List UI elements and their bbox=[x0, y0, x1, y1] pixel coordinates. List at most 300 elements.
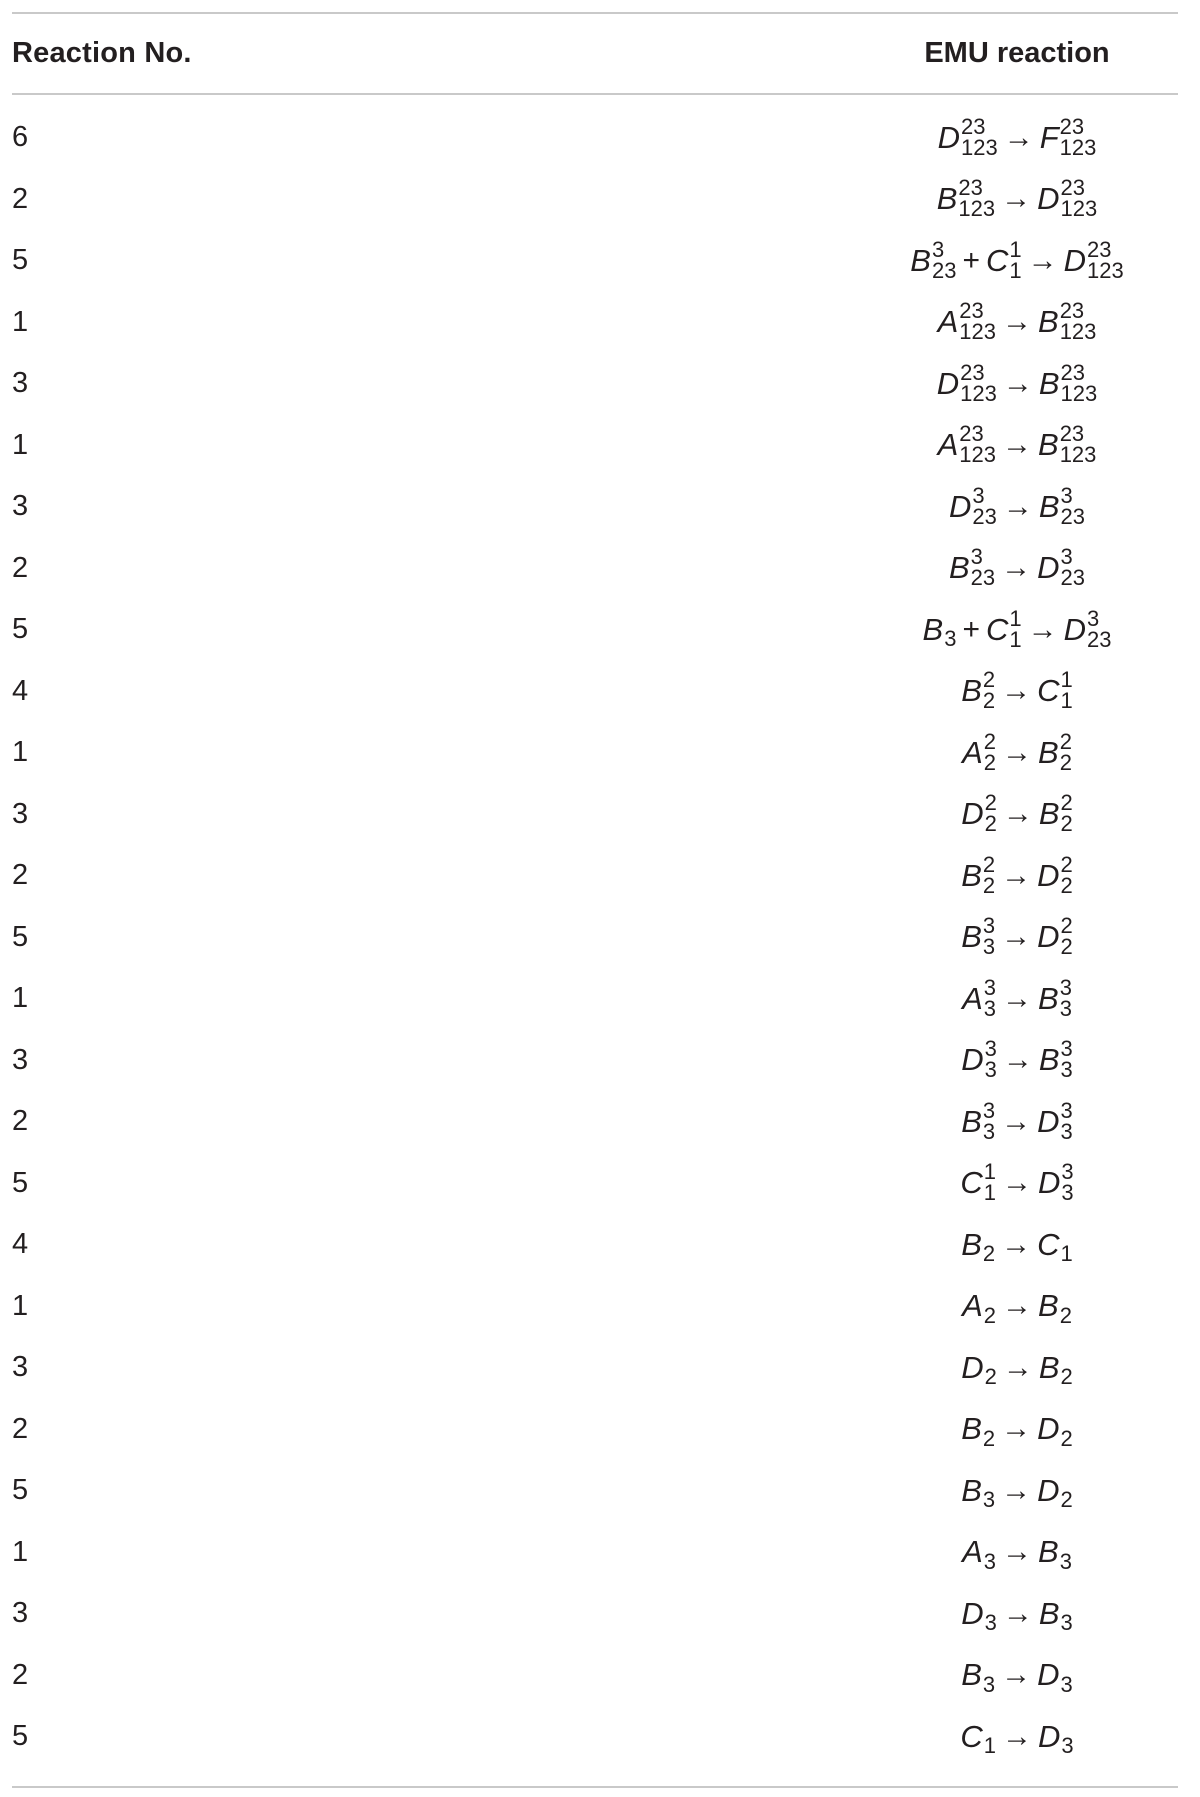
emu-subscript: 3 bbox=[1060, 1118, 1073, 1144]
emu-subscript: 3 bbox=[984, 1610, 997, 1636]
emu-scripts bbox=[959, 298, 996, 345]
emu-subscript: 2 bbox=[982, 1425, 996, 1451]
emu-metabolite: B bbox=[922, 611, 944, 647]
emu-reaction-formula bbox=[878, 1409, 1178, 1450]
emu-term bbox=[961, 1655, 995, 1696]
emu-scripts bbox=[1060, 913, 1073, 960]
emu-metabolite: B bbox=[961, 1411, 982, 1447]
emu-subscript: 2 bbox=[1060, 1487, 1073, 1513]
emu-superscript: 23 bbox=[959, 421, 984, 447]
emu-scripts bbox=[960, 359, 997, 406]
reaction-number: 2 bbox=[12, 1412, 29, 1445]
emu-subscript: 23 bbox=[970, 565, 996, 591]
reaction-number: 3 bbox=[12, 367, 29, 400]
emu-superscript: 23 bbox=[960, 359, 985, 385]
arrow-operator: → bbox=[1003, 120, 1034, 154]
emu-term bbox=[961, 1224, 995, 1265]
arrow-operator: → bbox=[1001, 1658, 1032, 1692]
table-row bbox=[12, 1399, 1178, 1461]
table-row bbox=[12, 1153, 1178, 1215]
table-row bbox=[12, 1030, 1178, 1092]
emu-subscript: 1 bbox=[983, 1180, 996, 1206]
emu-metabolite: A bbox=[962, 734, 983, 770]
emu-superscript: 2 bbox=[984, 790, 997, 816]
arrow-operator: → bbox=[1002, 735, 1032, 769]
emu-subscript: 123 bbox=[959, 442, 996, 468]
reaction-number: 2 bbox=[12, 1658, 29, 1691]
emu-superscript: 23 bbox=[1059, 298, 1085, 324]
arrow-operator: → bbox=[1001, 551, 1032, 585]
table-row bbox=[12, 784, 1178, 846]
emu-subscript: 3 bbox=[1059, 1548, 1072, 1574]
emu-subscript: 123 bbox=[1059, 134, 1097, 160]
emu-superscript: 2 bbox=[1060, 913, 1073, 939]
arrow-operator: → bbox=[1002, 1535, 1032, 1569]
emu-scripts bbox=[1060, 359, 1098, 406]
emu-subscript: 123 bbox=[1060, 380, 1098, 406]
emu-metabolite: B bbox=[1038, 427, 1059, 463]
arrow-operator: → bbox=[1001, 1412, 1032, 1446]
emu-superscript: 1 bbox=[1009, 236, 1022, 262]
emu-subscript: 123 bbox=[1060, 196, 1098, 222]
emu-term bbox=[948, 544, 996, 591]
emu-subscript: 123 bbox=[1059, 442, 1097, 468]
emu-scripts bbox=[931, 236, 957, 283]
emu-subscript: 3 bbox=[1061, 1180, 1074, 1206]
emu-subscript: 2 bbox=[982, 688, 996, 714]
emu-metabolite: D bbox=[961, 1349, 984, 1385]
emu-subscript: 3 bbox=[983, 1548, 996, 1574]
emu-superscript: 3 bbox=[1061, 1159, 1074, 1185]
emu-scripts bbox=[984, 1286, 996, 1327]
emu-superscript: 3 bbox=[1060, 482, 1073, 508]
reaction-number: 5 bbox=[12, 920, 29, 953]
emu-scripts bbox=[970, 544, 996, 591]
emu-scripts bbox=[1059, 113, 1097, 160]
emu-subscript: 23 bbox=[1060, 565, 1086, 591]
emu-metabolite: B bbox=[961, 1657, 982, 1693]
emu-scripts bbox=[1061, 1224, 1073, 1265]
reaction-number: 2 bbox=[12, 1105, 29, 1138]
reaction-number: 5 bbox=[12, 1474, 29, 1507]
table-row bbox=[12, 1460, 1178, 1522]
emu-subscript: 3 bbox=[1060, 1671, 1073, 1697]
emu-term bbox=[961, 1097, 996, 1144]
emu-metabolite: A bbox=[962, 1288, 983, 1324]
emu-subscript: 2 bbox=[1059, 1302, 1072, 1328]
emu-metabolite: A bbox=[962, 1534, 983, 1570]
emu-scripts bbox=[958, 175, 996, 222]
emu-scripts bbox=[1060, 790, 1073, 837]
arrow-operator: → bbox=[1002, 366, 1033, 400]
emu-term bbox=[1037, 1409, 1073, 1450]
emu-metabolite: D bbox=[961, 1042, 984, 1078]
emu-reaction-formula bbox=[878, 1224, 1178, 1265]
emu-scripts bbox=[1059, 974, 1072, 1021]
emu-subscript: 2 bbox=[982, 872, 996, 898]
reaction-number: 5 bbox=[12, 613, 29, 646]
emu-subscript: 3 bbox=[982, 1487, 996, 1513]
emu-scripts bbox=[1060, 544, 1086, 591]
table-row bbox=[12, 415, 1178, 477]
bottom-rule bbox=[12, 1786, 1178, 1788]
emu-subscript: 2 bbox=[1060, 872, 1073, 898]
emu-scripts bbox=[983, 1409, 995, 1450]
table-body bbox=[12, 95, 1178, 1786]
emu-metabolite: B bbox=[1038, 1595, 1060, 1631]
emu-scripts bbox=[984, 790, 997, 837]
emu-scripts bbox=[1060, 667, 1073, 714]
emu-superscript: 23 bbox=[1060, 359, 1086, 385]
emu-subscript: 2 bbox=[1059, 749, 1072, 775]
emu-metabolite: D bbox=[1037, 181, 1060, 217]
emu-superscript: 23 bbox=[958, 175, 983, 201]
arrow-operator: → bbox=[1002, 1289, 1032, 1323]
emu-scripts bbox=[982, 667, 996, 714]
emu-subscript: 123 bbox=[958, 196, 996, 222]
emu-scripts bbox=[982, 851, 996, 898]
arrow-operator: → bbox=[1002, 1596, 1033, 1630]
emu-metabolite: D bbox=[1037, 1657, 1060, 1693]
emu-subscript: 3 bbox=[1059, 995, 1072, 1021]
reaction-number: 4 bbox=[12, 1228, 29, 1261]
emu-scripts bbox=[985, 1593, 997, 1634]
emu-metabolite: C bbox=[985, 611, 1009, 647]
emu-metabolite: B bbox=[961, 1472, 982, 1508]
emu-scripts bbox=[944, 609, 956, 650]
emu-subscript: 23 bbox=[972, 503, 997, 529]
emu-metabolite: C bbox=[1037, 1226, 1060, 1262]
emu-superscript: 1 bbox=[983, 1159, 996, 1185]
emu-metabolite: D bbox=[1037, 1411, 1060, 1447]
emu-superscript: 3 bbox=[1060, 1036, 1073, 1062]
emu-metabolite: C bbox=[960, 1165, 983, 1201]
emu-term bbox=[1037, 1224, 1073, 1265]
reaction-number: 3 bbox=[12, 1597, 29, 1630]
table-row bbox=[12, 661, 1178, 723]
emu-subscript: 1 bbox=[1060, 1241, 1073, 1267]
header-reaction-no: Reaction No. bbox=[12, 37, 192, 69]
emu-metabolite: D bbox=[1063, 611, 1086, 647]
emu-term bbox=[1037, 1470, 1073, 1511]
reaction-number: 1 bbox=[12, 1289, 29, 1322]
emu-scripts bbox=[1060, 175, 1098, 222]
emu-subscript: 3 bbox=[984, 1057, 997, 1083]
emu-term bbox=[1039, 1593, 1073, 1634]
emu-metabolite: A bbox=[937, 427, 959, 463]
emu-metabolite: B bbox=[1038, 1288, 1059, 1324]
emu-reaction-formula bbox=[878, 1159, 1178, 1206]
emu-scripts bbox=[983, 1224, 995, 1265]
emu-reaction-formula bbox=[878, 605, 1178, 652]
emu-metabolite: B bbox=[961, 1103, 982, 1139]
emu-reaction-formula bbox=[878, 1286, 1178, 1327]
emu-term bbox=[985, 236, 1022, 283]
emu-scripts bbox=[1061, 1593, 1073, 1634]
emu-scripts bbox=[972, 482, 997, 529]
emu-term bbox=[962, 974, 996, 1021]
emu-scripts bbox=[1059, 728, 1072, 775]
emu-scripts bbox=[984, 1532, 996, 1573]
emu-term bbox=[961, 1593, 997, 1634]
emu-metabolite: B bbox=[1038, 304, 1059, 340]
emu-term bbox=[1038, 359, 1098, 406]
emu-scripts bbox=[1087, 236, 1124, 283]
reaction-number: 5 bbox=[12, 244, 29, 277]
emu-metabolite: B bbox=[910, 242, 931, 278]
emu-term bbox=[961, 790, 997, 837]
emu-superscript: 23 bbox=[959, 298, 984, 324]
emu-subscript: 3 bbox=[1060, 1610, 1073, 1636]
emu-term bbox=[1038, 1286, 1072, 1327]
reaction-number: 1 bbox=[12, 1535, 29, 1568]
emu-scripts bbox=[983, 1159, 996, 1206]
emu-superscript: 3 bbox=[1060, 544, 1073, 570]
emu-superscript: 3 bbox=[984, 1036, 997, 1062]
emu-reaction-formula bbox=[878, 1347, 1178, 1388]
reaction-number: 2 bbox=[12, 551, 29, 584]
emu-superscript: 23 bbox=[1087, 236, 1112, 262]
arrow-operator: → bbox=[1002, 428, 1032, 462]
emu-metabolite: B bbox=[961, 919, 982, 955]
emu-scripts bbox=[984, 1036, 997, 1083]
emu-superscript: 1 bbox=[1009, 605, 1022, 631]
table-header bbox=[12, 14, 1178, 93]
emu-subscript: 123 bbox=[961, 134, 998, 160]
arrow-operator: → bbox=[1001, 858, 1032, 892]
reaction-number: 3 bbox=[12, 490, 29, 523]
reaction-number: 3 bbox=[12, 1043, 29, 1076]
emu-reaction-formula bbox=[878, 482, 1178, 529]
emu-superscript: 23 bbox=[1060, 175, 1086, 201]
emu-reaction-formula bbox=[878, 1532, 1178, 1573]
emu-term bbox=[1038, 790, 1073, 837]
emu-term bbox=[1063, 605, 1112, 652]
emu-metabolite: D bbox=[1037, 1472, 1060, 1508]
emu-superscript: 23 bbox=[1059, 421, 1085, 447]
emu-subscript: 3 bbox=[982, 1671, 996, 1697]
emu-term bbox=[961, 1409, 995, 1450]
table-row bbox=[12, 722, 1178, 784]
emu-reaction-formula bbox=[878, 974, 1178, 1021]
reaction-number: 3 bbox=[12, 797, 29, 830]
emu-reaction-formula bbox=[878, 175, 1178, 222]
emu-metabolite: B bbox=[1038, 734, 1059, 770]
emu-subscript: 3 bbox=[1060, 1057, 1073, 1083]
emu-reaction-formula bbox=[878, 728, 1178, 775]
emu-scripts bbox=[1061, 1716, 1073, 1757]
reaction-number: 4 bbox=[12, 674, 29, 707]
emu-term bbox=[962, 728, 996, 775]
emu-scripts bbox=[983, 1470, 995, 1511]
emu-reaction-formula bbox=[878, 790, 1178, 837]
emu-superscript: 2 bbox=[1060, 790, 1073, 816]
emu-term bbox=[1038, 1159, 1074, 1206]
emu-metabolite: F bbox=[1039, 119, 1059, 155]
reaction-number: 1 bbox=[12, 305, 29, 338]
emu-reaction-formula bbox=[878, 851, 1178, 898]
emu-term bbox=[961, 913, 996, 960]
emu-reaction-formula bbox=[878, 913, 1178, 960]
arrow-operator: → bbox=[1001, 1227, 1032, 1261]
emu-scripts bbox=[983, 974, 996, 1021]
emu-term bbox=[937, 421, 996, 468]
table-row bbox=[12, 1522, 1178, 1584]
arrow-operator: → bbox=[1002, 1719, 1032, 1753]
reaction-number: 5 bbox=[12, 1166, 29, 1199]
emu-metabolite: D bbox=[936, 365, 960, 401]
emu-term bbox=[937, 298, 996, 345]
emu-reaction-table bbox=[12, 12, 1178, 1788]
reaction-number: 1 bbox=[12, 736, 29, 769]
emu-scripts bbox=[982, 1097, 996, 1144]
arrow-operator: → bbox=[1002, 305, 1032, 339]
emu-metabolite: D bbox=[1037, 1103, 1060, 1139]
reaction-number: 1 bbox=[12, 428, 29, 461]
table-row bbox=[12, 169, 1178, 231]
emu-term bbox=[948, 482, 997, 529]
emu-scripts bbox=[1060, 1286, 1072, 1327]
emu-term bbox=[985, 605, 1022, 652]
emu-superscript: 3 bbox=[1060, 1097, 1073, 1123]
emu-subscript: 1 bbox=[1060, 688, 1073, 714]
reaction-number: 6 bbox=[12, 121, 29, 154]
emu-subscript: 123 bbox=[1059, 319, 1097, 345]
emu-term bbox=[1063, 236, 1124, 283]
plus-operator: + bbox=[962, 243, 980, 277]
emu-metabolite: C bbox=[985, 242, 1009, 278]
emu-subscript: 2 bbox=[1060, 1364, 1073, 1390]
emu-scripts bbox=[1060, 482, 1086, 529]
table-row bbox=[12, 107, 1178, 169]
emu-superscript: 2 bbox=[982, 667, 996, 693]
emu-metabolite: B bbox=[1038, 488, 1060, 524]
table-row bbox=[12, 1583, 1178, 1645]
emu-subscript: 1 bbox=[1009, 257, 1022, 283]
arrow-operator: → bbox=[1002, 797, 1033, 831]
emu-subscript: 2 bbox=[983, 749, 996, 775]
emu-term bbox=[923, 609, 957, 650]
emu-term bbox=[1037, 913, 1073, 960]
emu-term bbox=[960, 1159, 996, 1206]
table-row bbox=[12, 599, 1178, 661]
emu-metabolite: B bbox=[961, 673, 982, 709]
emu-term bbox=[962, 1286, 996, 1327]
table-row bbox=[12, 968, 1178, 1030]
emu-subscript: 2 bbox=[982, 1241, 996, 1267]
emu-superscript: 3 bbox=[982, 1097, 996, 1123]
emu-term bbox=[1037, 851, 1073, 898]
emu-superscript: 3 bbox=[931, 236, 945, 262]
arrow-operator: → bbox=[1001, 674, 1032, 708]
emu-reaction-formula bbox=[878, 421, 1178, 468]
arrow-operator: → bbox=[1002, 981, 1032, 1015]
emu-subscript: 23 bbox=[1060, 503, 1086, 529]
emu-reaction-formula bbox=[878, 1716, 1178, 1757]
emu-superscript: 23 bbox=[961, 113, 986, 139]
emu-scripts bbox=[985, 1347, 997, 1388]
reaction-number: 3 bbox=[12, 1351, 29, 1384]
table-row bbox=[12, 476, 1178, 538]
emu-metabolite: D bbox=[1038, 1165, 1061, 1201]
emu-subscript: 3 bbox=[983, 995, 996, 1021]
emu-scripts bbox=[1059, 421, 1097, 468]
emu-reaction-formula bbox=[878, 1655, 1178, 1696]
emu-term bbox=[1037, 544, 1086, 591]
arrow-operator: → bbox=[1002, 1350, 1033, 1384]
emu-subscript: 2 bbox=[984, 1364, 997, 1390]
emu-term bbox=[962, 1532, 996, 1573]
emu-reaction-formula bbox=[878, 1097, 1178, 1144]
emu-scripts bbox=[961, 113, 998, 160]
emu-reaction-formula bbox=[878, 298, 1178, 345]
arrow-operator: → bbox=[1027, 612, 1058, 646]
emu-subscript: 1 bbox=[983, 1733, 996, 1759]
emu-metabolite: B bbox=[1038, 796, 1060, 832]
table-row bbox=[12, 1091, 1178, 1153]
emu-subscript: 2 bbox=[983, 1302, 996, 1328]
emu-term bbox=[961, 1036, 997, 1083]
emu-term bbox=[961, 1470, 995, 1511]
emu-superscript: 2 bbox=[983, 728, 996, 754]
emu-reaction-formula bbox=[878, 544, 1178, 591]
emu-scripts bbox=[1061, 1347, 1073, 1388]
arrow-operator: → bbox=[1002, 1043, 1033, 1077]
emu-metabolite: D bbox=[1037, 550, 1060, 586]
emu-metabolite: B bbox=[1038, 1349, 1060, 1385]
emu-scripts bbox=[1060, 1097, 1073, 1144]
reaction-number: 1 bbox=[12, 982, 29, 1015]
emu-metabolite: D bbox=[1063, 242, 1086, 278]
emu-metabolite: B bbox=[961, 1226, 982, 1262]
emu-metabolite: B bbox=[936, 181, 958, 217]
emu-term bbox=[1038, 421, 1097, 468]
arrow-operator: → bbox=[1001, 1104, 1032, 1138]
emu-superscript: 3 bbox=[982, 913, 996, 939]
arrow-operator: → bbox=[1002, 1166, 1032, 1200]
emu-scripts bbox=[1060, 1532, 1072, 1573]
emu-scripts bbox=[984, 1716, 996, 1757]
emu-scripts bbox=[1009, 236, 1022, 283]
emu-metabolite: B bbox=[961, 857, 982, 893]
table-row bbox=[12, 1214, 1178, 1276]
arrow-operator: → bbox=[1001, 920, 1032, 954]
emu-term bbox=[1037, 667, 1073, 714]
emu-metabolite: B bbox=[1038, 980, 1059, 1016]
emu-metabolite: C bbox=[960, 1718, 983, 1754]
emu-term bbox=[1038, 482, 1086, 529]
emu-metabolite: B bbox=[948, 550, 970, 586]
emu-subscript: 123 bbox=[1087, 257, 1124, 283]
header-emu-reaction: EMU reaction bbox=[924, 37, 1110, 69]
table-row bbox=[12, 230, 1178, 292]
emu-superscript: 2 bbox=[982, 851, 996, 877]
table-row bbox=[12, 1337, 1178, 1399]
emu-superscript: 1 bbox=[1060, 667, 1073, 693]
table-row bbox=[12, 292, 1178, 354]
emu-scripts bbox=[982, 913, 996, 960]
emu-scripts bbox=[983, 728, 996, 775]
emu-term bbox=[1039, 113, 1097, 160]
emu-subscript: 1 bbox=[1009, 626, 1022, 652]
emu-scripts bbox=[1009, 605, 1022, 652]
emu-metabolite: A bbox=[962, 980, 983, 1016]
emu-metabolite: D bbox=[948, 488, 972, 524]
emu-scripts bbox=[1060, 851, 1073, 898]
plus-operator: + bbox=[962, 612, 980, 646]
emu-reaction-formula bbox=[878, 359, 1178, 406]
emu-superscript: 3 bbox=[1087, 605, 1100, 631]
